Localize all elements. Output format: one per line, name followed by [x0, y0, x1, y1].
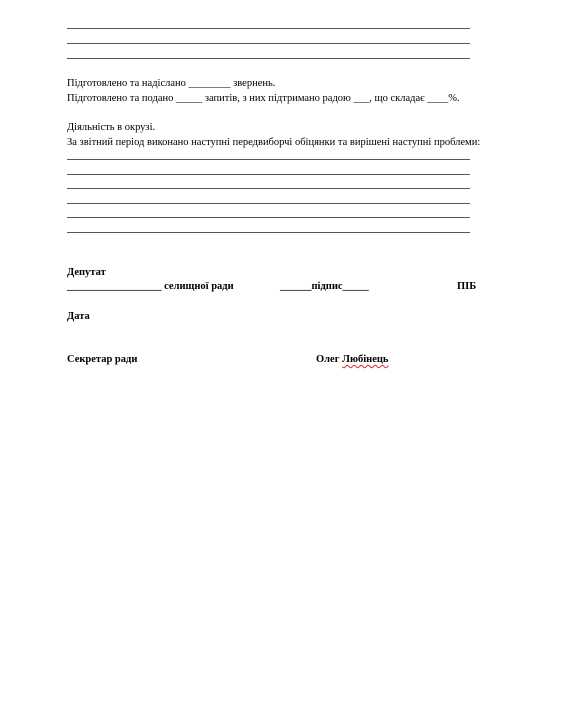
district-heading: Діяльність в окрузі.	[67, 122, 156, 133]
requests-line: Підготовлено та подано _____ запитів, з них підтримано радою ___, що складає ____%.	[67, 93, 460, 104]
full-name-label: ПІБ	[457, 281, 477, 292]
blank-line-1	[67, 28, 470, 29]
blank-line-2	[67, 43, 470, 44]
district-blank-line-3	[67, 188, 470, 189]
secretary-last-name: Любінець	[342, 354, 389, 365]
district-blank-line-4	[67, 203, 470, 204]
district-blank-line-6	[67, 232, 470, 233]
secretary-name	[316, 353, 388, 366]
district-blank-line-2	[67, 174, 470, 175]
district-blank-line-5	[67, 217, 470, 218]
date-label: Дата	[67, 311, 90, 322]
signature-line: ______підпис_____	[280, 281, 369, 292]
secretary-label: Секретар ради	[67, 354, 138, 365]
blank-line-3	[67, 58, 470, 59]
secretary-first-name: Олег	[316, 354, 340, 365]
deputy-label: Депутат	[67, 267, 106, 278]
district-blank-line-1	[67, 159, 470, 160]
council-line: __________________ селищної ради	[67, 281, 234, 292]
appeals-line: Підготовлено та надіслано ________ звернень.	[67, 78, 276, 89]
district-intro: За звітний період виконано наступні передвиборчі обіцянки та вирішені наступні проблеми:	[67, 137, 481, 148]
